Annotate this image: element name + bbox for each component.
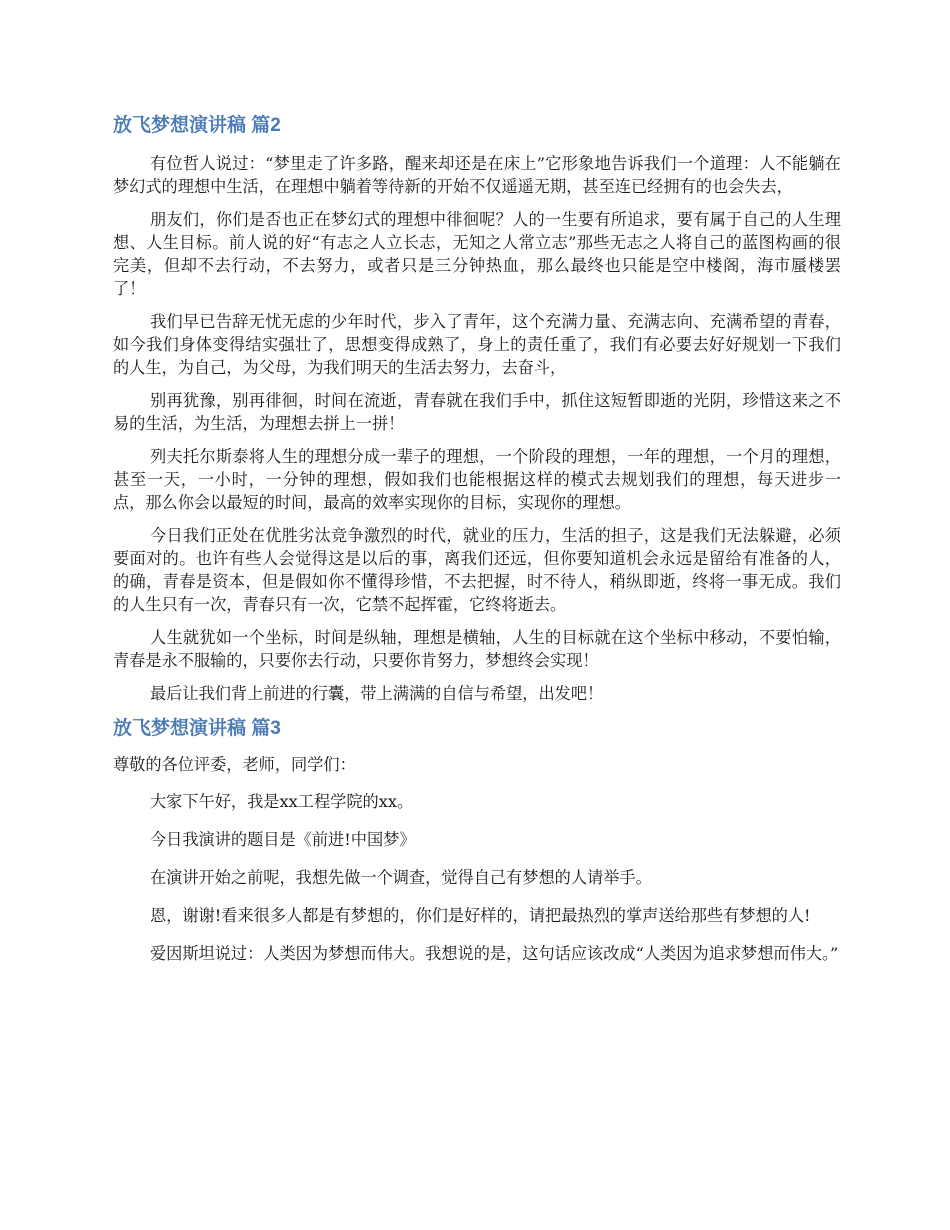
- section-body-2: [113, 152, 841, 705]
- paragraph: 有位哲人说过：“梦里走了许多路，醒来却还是在床上”它形象地告诉我们一个道理：人不能躺在梦幻式的理想中生活，在理想中躺着等待新的开始不仅遥遥无期，甚至连已经拥有的也会失去，: [113, 154, 841, 196]
- document-page: [113, 112, 841, 980]
- paragraph: 今日我演讲的题目是《前进!中国梦》: [150, 830, 416, 849]
- paragraph: 在演讲开始之前呢，我想先做一个调查，觉得自己有梦想的人请举手。: [150, 868, 652, 887]
- paragraph: 我们早已告辞无忧无虑的少年时代，步入了青年，这个充满力量、充满志向、充满希望的青春，如今我们身体变得结实强壮了，思想变得成熟了，身上的责任重了，我们有必要去好好规划一下我们的人生，为自己，为父母，为我们明天的生活去努力，去奋斗，: [113, 312, 841, 377]
- paragraph: 今日我们正处在优胜劣汰竞争激烈的时代，就业的压力，生活的担子，这是我们无法躲避，必须要面对的。也许有些人会觉得这是以后的事，离我们还远，但你要知道机会永远是留给有准备的人，的确，青春是资本，但是假如你不懂得珍惜，不去把握，时不待人，稍纵即逝，终将一事无成。我们的人生只有一次，青春只有一次，它禁不起挥霍，它终将逝去。: [113, 526, 841, 614]
- paragraph: 朋友们，你们是否也正在梦幻式的理想中徘徊呢？人的一生要有所追求，要有属于自己的人生理想、人生目标。前人说的好“有志之人立长志，无知之人常立志”那些无志之人将自己的蓝图构画的很完美，但却不去行动，不去努力，或者只是三分钟热血，那么最终也只能是空中楼阁，海市蜃楼罢了！: [113, 210, 841, 298]
- paragraph: 爱因斯坦说过：人类因为梦想而伟大。我想说的是，这句话应该改成“人类因为追求梦想而伟大。”: [150, 944, 839, 963]
- section-heading-3: 放飞梦想演讲稿 篇3: [113, 718, 281, 739]
- paragraph: 最后让我们背上前进的行囊，带上满满的自信与希望，出发吧！: [150, 684, 604, 703]
- paragraph: 大家下午好，我是xx工程学院的xx。: [150, 792, 414, 811]
- paragraph: 别再犹豫，别再徘徊，时间在流逝，青春就在我们手中，抓住这短暂即逝的光阴，珍惜这来之不易的生活，为生活，为理想去拼上一拼！: [113, 391, 841, 433]
- section-body-3: [113, 753, 841, 965]
- section-heading-2: 放飞梦想演讲稿 篇2: [113, 115, 281, 136]
- greeting-line: 尊敬的各位评委，老师，同学们：: [113, 755, 356, 774]
- paragraph: 列夫托尔斯泰将人生的理想分成一辈子的理想，一个阶段的理想，一年的理想，一个月的理想，甚至一天，一小时，一分钟的理想，假如我们也能根据这样的模式去规划我们的理想，每天进步一点，那么你会以最短的时间，最高的效率实现你的目标，实现你的理想。: [113, 447, 841, 512]
- paragraph: 恩，谢谢!看来很多人都是有梦想的，你们是好样的，请把最热烈的掌声送给那些有梦想的人!: [150, 906, 811, 925]
- paragraph: 人生就犹如一个坐标，时间是纵轴，理想是横轴，人生的目标就在这个坐标中移动，不要怕输，青春是永不服输的，只要你去行动，只要你肯努力，梦想终会实现！: [113, 628, 841, 670]
